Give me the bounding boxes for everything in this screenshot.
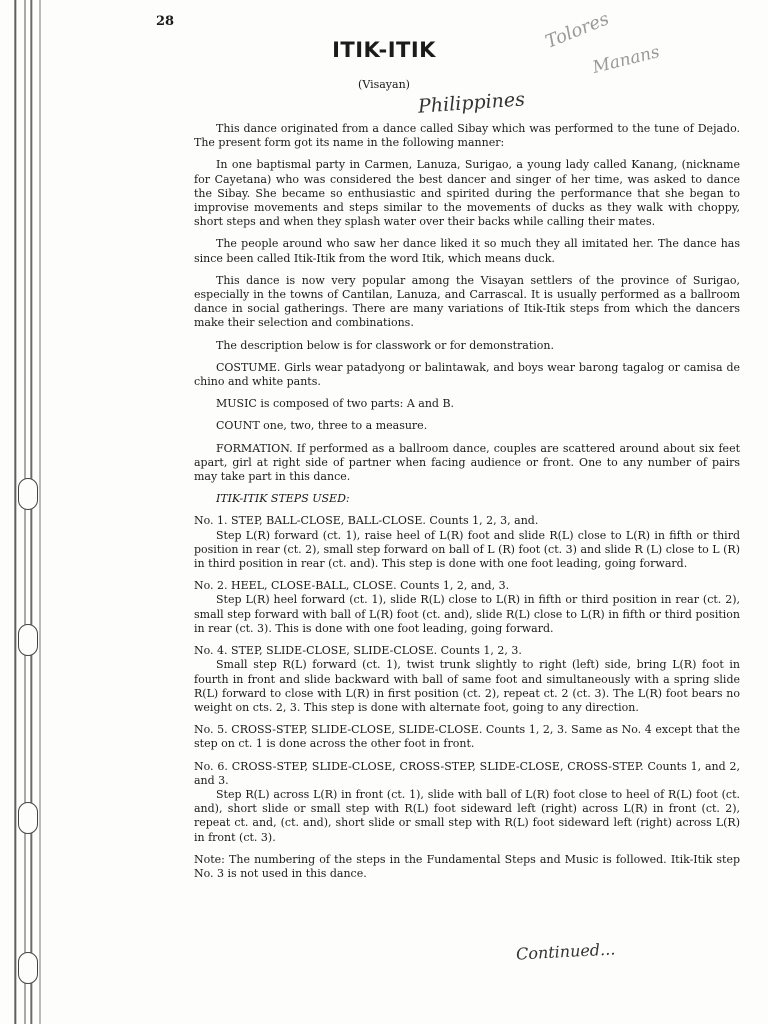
handwritten-corner-note: Manans bbox=[590, 42, 662, 78]
step-heading: No. 5. CROSS-STEP, SLIDE-CLOSE, SLIDE-CLOSE. Counts 1, 2, 3. Same as No. 4 except that the step on ct. 1 is done across the other foot in front. bbox=[194, 723, 740, 751]
formation-paragraph: FORMATION. If performed as a ballroom dance, couples are scattered around about six feet apart, girl at right side of partner when facing audience or front. One to any number of pairs may take part in this dance. bbox=[194, 441, 740, 484]
step-description: Step L(R) heel forward (ct. 1), slide R(L) close to L(R) in fifth or third position in rear (ct. 2), small step forward with ball of L(R) foot (ct. and), slide R(L) close to L(R) in fifth or third position in rear (ct. 3). This is done with one foot leading, going forward. bbox=[194, 593, 740, 635]
handwritten-place-note: Philippines bbox=[417, 88, 526, 118]
step-heading: No. 4. STEP, SLIDE-CLOSE, SLIDE-CLOSE. Counts 1, 2, 3. bbox=[194, 644, 522, 658]
step-description: Step R(L) across L(R) in front (ct. 1), slide with ball of L(R) foot close to heel of R(L) foot (ct. and), short slide or small step with R(L) foot sideward left (right) across L(R) in front (ct. 2), repeat ct. and, (ct. and), short slide or small step with R(L) foot sideward left (right) across L(R) in front (ct. 3). bbox=[194, 787, 740, 844]
step-heading: No. 2. HEEL, CLOSE-BALL, CLOSE. Counts 1, 2, and, 3. bbox=[194, 579, 510, 593]
count-paragraph: COUNT one, two, three to a measure. bbox=[216, 419, 428, 433]
step-item bbox=[194, 579, 740, 636]
document-body bbox=[194, 122, 740, 889]
step-item bbox=[194, 760, 740, 845]
note-paragraph: Note: The numbering of the steps in the Fundamental Steps and Music is followed. Itik-Itik step No. 3 is not used in this dance. bbox=[194, 852, 740, 880]
intro-paragraph: This dance originated from a dance called Sibay which was performed to the tune of Dejado. The present form got its name in the following manner: bbox=[194, 122, 740, 150]
intro-paragraph: In one baptismal party in Carmen, Lanuza, Surigao, a young lady called Kanang, (nickname for Cayetana) who was considered the best dancer and singer of her time, was asked to dance the Sibay. She became so enthusiastic and spirited during the performance that she began to improvise movements and steps similar to the movements of ducks as they walk with choppy, short steps and when they splash water over their backs while calling their mates. bbox=[194, 158, 740, 229]
steps-heading: ITIK-ITIK STEPS USED: bbox=[216, 492, 350, 506]
costume-paragraph: COSTUME. Girls wear patadyong or balintawak, and boys wear barong tagalog or camisa de chino and white pants. bbox=[194, 360, 740, 389]
step-item bbox=[194, 514, 740, 571]
punch-hole bbox=[18, 952, 38, 984]
handwritten-continued-note: Continued... bbox=[515, 939, 616, 964]
page-title: ITIK-ITIK bbox=[332, 38, 436, 62]
page-number: 28 bbox=[156, 14, 175, 29]
intro-paragraph: The people around who saw her dance liked it so much they all imitated her. The dance has since been called Itik-Itik from the word Itik, which means duck. bbox=[194, 237, 740, 265]
step-heading: No. 1. STEP, BALL-CLOSE, BALL-CLOSE. Counts 1, 2, 3, and. bbox=[194, 514, 539, 528]
step-description: Small step R(L) forward (ct. 1), twist trunk slightly to right (left) side, bring L(R) foot in fourth in front and slide backward with ball of same foot and simultaneously with a spring slide R(L) forward to close with L(R) in first position (ct. 2), repeat ct. 2 (ct. 3). The L(R) foot bears no weight on cts. 2, 3. This step is done with alternate foot, going to any direction. bbox=[194, 658, 740, 714]
handwritten-corner-note: Tolores bbox=[542, 8, 613, 53]
step-item bbox=[194, 723, 740, 751]
page-subtitle: (Visayan) bbox=[358, 78, 410, 91]
punch-hole bbox=[18, 802, 38, 834]
step-item bbox=[194, 644, 740, 715]
binding-strip bbox=[0, 0, 46, 1024]
punch-hole bbox=[18, 624, 38, 656]
intro-paragraph: This dance is now very popular among the Visayan settlers of the province of Surigao, especially in the towns of Cantilan, Lanuza, and Carrascal. It is usually performed as a ballroom dance in social gatherings. There are many variations of Itik-Itik steps from which the dancers make their selection and combinations. bbox=[194, 273, 740, 330]
step-description: Step L(R) forward (ct. 1), raise heel of L(R) foot and slide R(L) close to L(R) in fifth or third position in rear (ct. 2), small step forward on ball of L (R) foot (ct. 3) and slide R (L) close to L (R) in third position in rear (ct. and). This step is done with one foot leading, going forward. bbox=[194, 528, 740, 571]
punch-hole bbox=[18, 478, 38, 510]
music-paragraph: MUSIC is composed of two parts: A and B. bbox=[216, 397, 455, 411]
intro-paragraph: The description below is for classwork or for demonstration. bbox=[216, 338, 554, 352]
step-heading: No. 6. CROSS-STEP, SLIDE-CLOSE, CROSS-STEP, SLIDE-CLOSE, CROSS-STEP. Counts 1, and 2, and 3. bbox=[194, 759, 740, 787]
